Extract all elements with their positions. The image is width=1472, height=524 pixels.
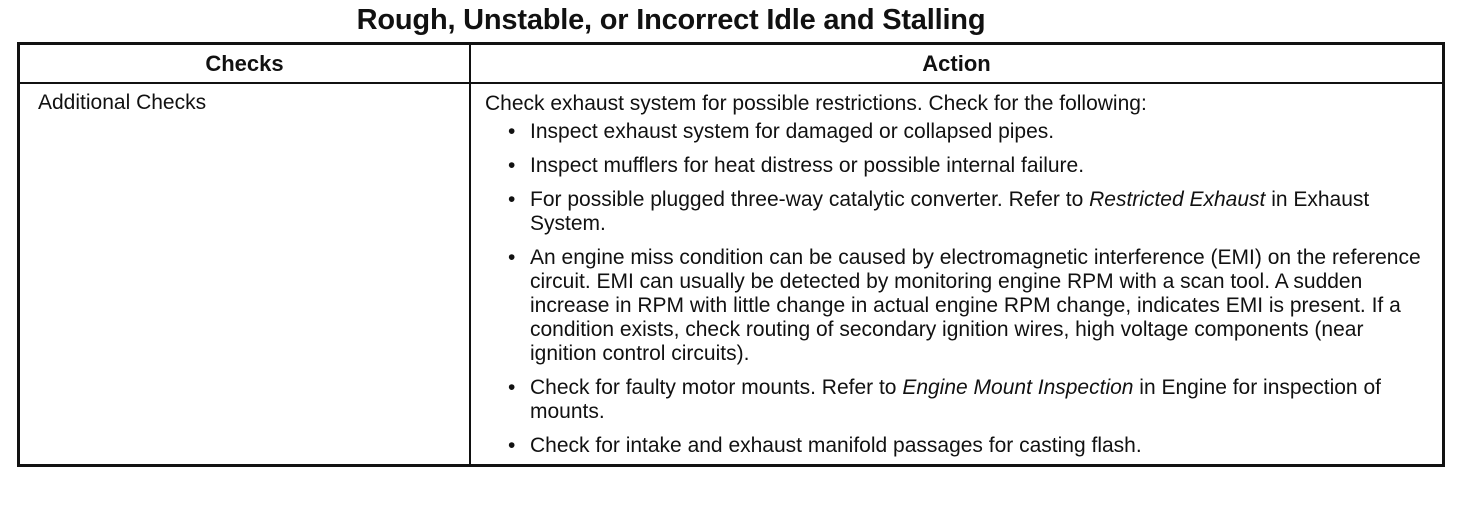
action-cell [470, 83, 1444, 466]
page-title: Rough, Unstable, or Incorrect Idle and Stalling [356, 4, 986, 36]
header-row [19, 44, 1444, 84]
item-text: An engine miss condition can be caused by electromagnetic interference (EMI) on the reference circuit. EMI can usually be detected by monitoring engine RPM with a scan tool. A sudden increase in RPM with little change in actual engine RPM change, indicates EMI is present. If a condition exists, check routing of secondary ignition wires, high voltage components (near ignition control circuits). [530, 246, 1421, 365]
bullet-icon: • [508, 120, 516, 143]
checks-column-header: Checks [19, 44, 471, 84]
bullet-icon: • [508, 434, 516, 457]
item-text: Check for faulty motor mounts. Refer to [530, 376, 903, 399]
action-intro: Check exhaust system for possible restrictions. Check for the following: [485, 92, 1147, 115]
reference-link: Engine Mount Inspection [902, 376, 1134, 399]
item-text: For possible plugged three-way catalytic converter. Refer to [530, 188, 1090, 211]
list-item [485, 376, 1432, 424]
item-text: Inspect exhaust system for damaged or collapsed pipes. [530, 120, 1055, 143]
action-list [485, 120, 1432, 458]
reference-link: Restricted Exhaust [1089, 188, 1266, 211]
item-text: Check for intake and exhaust manifold passages for casting flash. [530, 434, 1142, 457]
bullet-icon: • [508, 376, 516, 399]
list-item [485, 120, 1432, 144]
list-item [485, 434, 1432, 458]
list-item [485, 188, 1432, 236]
bullet-icon: • [508, 246, 516, 269]
diagnostic-table [17, 42, 1445, 467]
item-text: in Exhaust System. [530, 188, 1370, 235]
bullet-icon: • [508, 154, 516, 177]
list-item [485, 246, 1432, 366]
action-column-header: Action [470, 44, 1444, 84]
check-cell: Additional Checks [19, 83, 471, 466]
table-row [19, 83, 1444, 466]
list-item [485, 154, 1432, 178]
item-text: Inspect mufflers for heat distress or possible internal failure. [530, 154, 1085, 177]
item-text: in Engine for inspection of mounts. [530, 376, 1381, 423]
bullet-icon: • [508, 188, 516, 211]
